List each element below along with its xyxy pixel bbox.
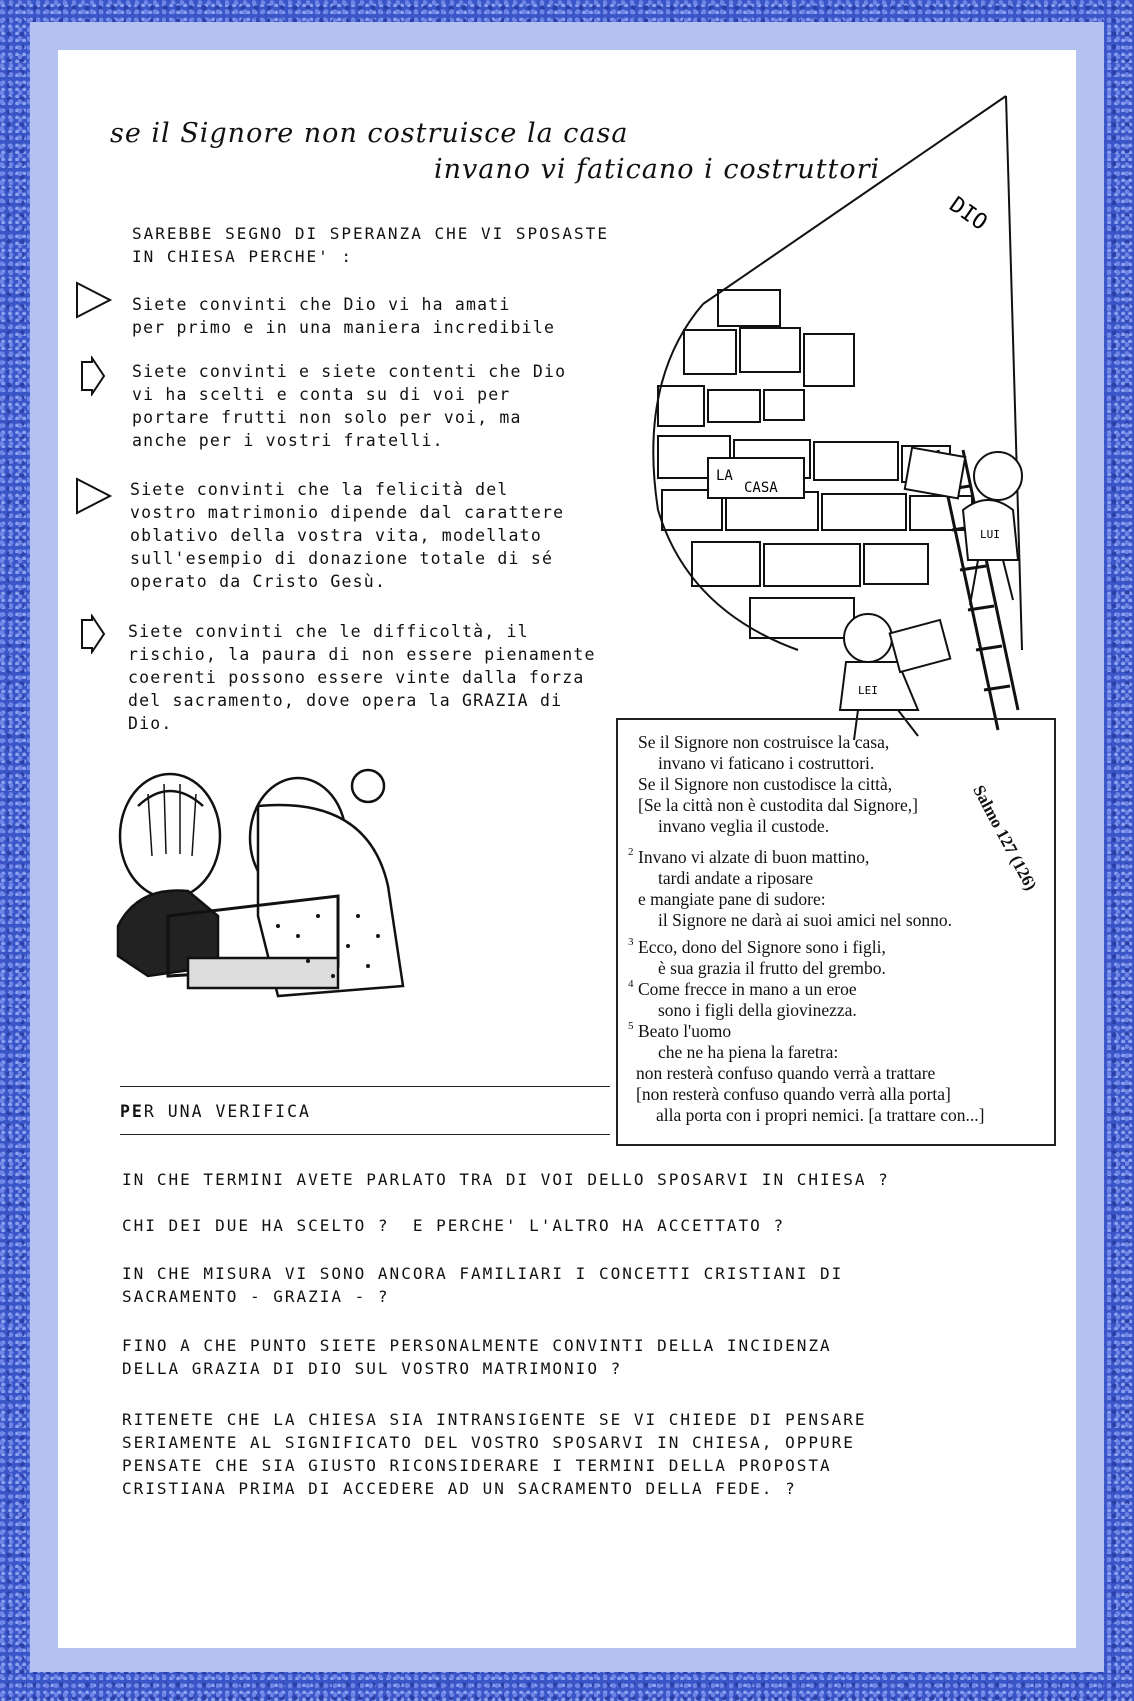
intro-line-2: IN CHIESA PERCHE' : xyxy=(132,247,354,266)
reason-4-line-4: del sacramento, dove opera la GRAZIA di xyxy=(128,691,563,710)
reason-3-line-1: Siete convinti che la felicità del xyxy=(130,480,509,499)
reason-2-line-1: Siete convinti e siete contenti che Dio xyxy=(132,362,567,381)
divider-top xyxy=(120,1086,610,1087)
reason-3-line-5: operato da Cristo Gesù. xyxy=(130,572,387,591)
psalm-line: il Signore ne darà ai suoi amici nel sonno. xyxy=(658,910,953,930)
dio-label: DIO xyxy=(944,192,992,236)
reason-4-line-5: Dio. xyxy=(128,714,173,733)
psalm-line: alla porta con i propri nemici. [a trattare con...] xyxy=(656,1105,985,1125)
reason-4-line-2: rischio, la paura di non essere pienamente xyxy=(128,645,596,664)
psalm-line: Come frecce in mano a un eroe xyxy=(638,979,857,999)
psalm-line: [non resterà confuso quando verrà alla porta] xyxy=(636,1084,951,1104)
triangle-bullet-icon xyxy=(74,476,114,516)
psalm-line: [Se la città non è custodita dal Signore,] xyxy=(638,795,918,815)
psalm-line: è sua grazia il frutto del grembo. xyxy=(658,958,886,978)
bride-flower xyxy=(352,770,384,802)
psalm-line: e mangiate pane di sudore: xyxy=(638,889,826,909)
reason-4-line-3: coerenti possono essere vinte dalla forza xyxy=(128,668,585,687)
table-base xyxy=(188,958,338,988)
psalm-line: Invano vi alzate di buon mattino, xyxy=(638,847,870,867)
psalm-line: invano vi faticano i costruttori. xyxy=(658,753,875,773)
question-5-line-1: RITENETE CHE LA CHIESA SIA INTRANSIGENTE SE VI CHIEDE DI PENSARE xyxy=(122,1410,867,1429)
cone-edge-right xyxy=(1006,96,1022,650)
triangle-bullet-icon xyxy=(74,280,114,320)
psalm-box xyxy=(616,718,1056,1146)
psalm-line: invano veglia il custode. xyxy=(658,816,830,836)
question-2-line-1: CHI DEI DUE HA SCELTO ? E PERCHE' L'ALTRO HA ACCETTATO ? xyxy=(122,1216,786,1235)
psalm-line: Se il Signore non costruisce la casa, xyxy=(638,732,890,752)
verse-number: 5 xyxy=(628,1020,634,1033)
psalm-line: Ecco, dono del Signore sono i figli, xyxy=(638,937,886,957)
question-3-line-2: SACRAMENTO - GRAZIA - ? xyxy=(122,1287,390,1306)
psalm-line: che ne ha piena la faretra: xyxy=(658,1042,839,1062)
reason-1-line-2: per primo e in una maniera incredibile xyxy=(132,318,556,337)
verse-number: 4 xyxy=(628,978,634,991)
psalm-reference: Salmo 127 (126) xyxy=(969,782,1041,894)
psalm-line: Beato l'uomo xyxy=(638,1021,732,1041)
reason-2-line-4: anche per i vostri fratelli. xyxy=(132,431,444,450)
reason-2-line-3: portare frutti non solo per voi, ma xyxy=(132,408,522,427)
psalm-line: non resterà confuso quando verrà a trattare xyxy=(636,1063,936,1083)
psalm-line: Se il Signore non custodisce la città, xyxy=(638,774,893,794)
house-label-casa: CASA xyxy=(744,480,778,496)
psalm-line: tardi andate a riposare xyxy=(658,868,813,888)
reason-2-line-2: vi ha scelti e conta su di voi per xyxy=(132,385,511,404)
question-5-line-4: CRISTIANA PRIMA DI ACCEDERE AD UN SACRAMENTO DELLA FEDE. ? xyxy=(122,1479,797,1498)
wedding-couple-illustration xyxy=(108,766,408,1016)
verifica-heading: PER UNA VERIFICA xyxy=(120,1102,311,1121)
question-4-line-2: DELLA GRAZIA DI DIO SUL VOSTRO MATRIMONIO ? xyxy=(122,1359,623,1378)
intro-line-1: SAREBBE SEGNO DI SPERANZA CHE VI SPOSASTE xyxy=(132,224,609,243)
title-line-1: se il Signore non costruisce la casa xyxy=(110,118,629,149)
lui-label: LUI xyxy=(980,528,1000,541)
question-5-line-2: SERIAMENTE AL SIGNIFICATO DEL VOSTRO SPOSARVI IN CHIESA, OPPURE xyxy=(122,1433,855,1452)
question-3-line-1: IN CHE MISURA VI SONO ANCORA FAMILIARI I CONCETTI CRISTIANI DI xyxy=(122,1264,844,1283)
reason-4-line-1: Siete convinti che le difficoltà, il xyxy=(128,622,529,641)
groom-head xyxy=(120,774,220,898)
question-5-line-3: PENSATE CHE SIA GIUSTO RICONSIDERARE I TERMINI DELLA PROPOSTA xyxy=(122,1456,832,1475)
reason-3-line-4: sull'esempio di donazione totale di sé xyxy=(130,549,554,568)
arrow-bullet-icon xyxy=(78,614,108,654)
title-line-2: invano vi faticano i costruttori xyxy=(434,154,881,185)
reason-3-line-3: oblativo della vostra vita, modellato xyxy=(130,526,542,545)
document-page xyxy=(58,50,1076,1648)
question-1-line-1: IN CHE TERMINI AVETE PARLATO TRA DI VOI DELLO SPOSARVI IN CHIESA ? xyxy=(122,1170,890,1189)
psalm-line: sono i figli della giovinezza. xyxy=(658,1000,857,1020)
divider-bottom xyxy=(120,1134,610,1135)
reason-1-line-1: Siete convinti che Dio vi ha amati xyxy=(132,295,511,314)
verse-number: 3 xyxy=(628,936,634,949)
reason-3-line-2: vostro matrimonio dipende dal carattere xyxy=(130,503,565,522)
house-building-illustration xyxy=(618,90,1078,750)
boy-figure xyxy=(905,448,1022,605)
question-4-line-1: FINO A CHE PUNTO SIETE PERSONALMENTE CONVINTI DELLA INCIDENZA xyxy=(122,1336,832,1355)
verse-number: 2 xyxy=(628,846,634,859)
house-label-la: LA xyxy=(716,468,733,484)
lei-label: LEI xyxy=(858,684,878,697)
arrow-bullet-icon xyxy=(78,356,108,396)
